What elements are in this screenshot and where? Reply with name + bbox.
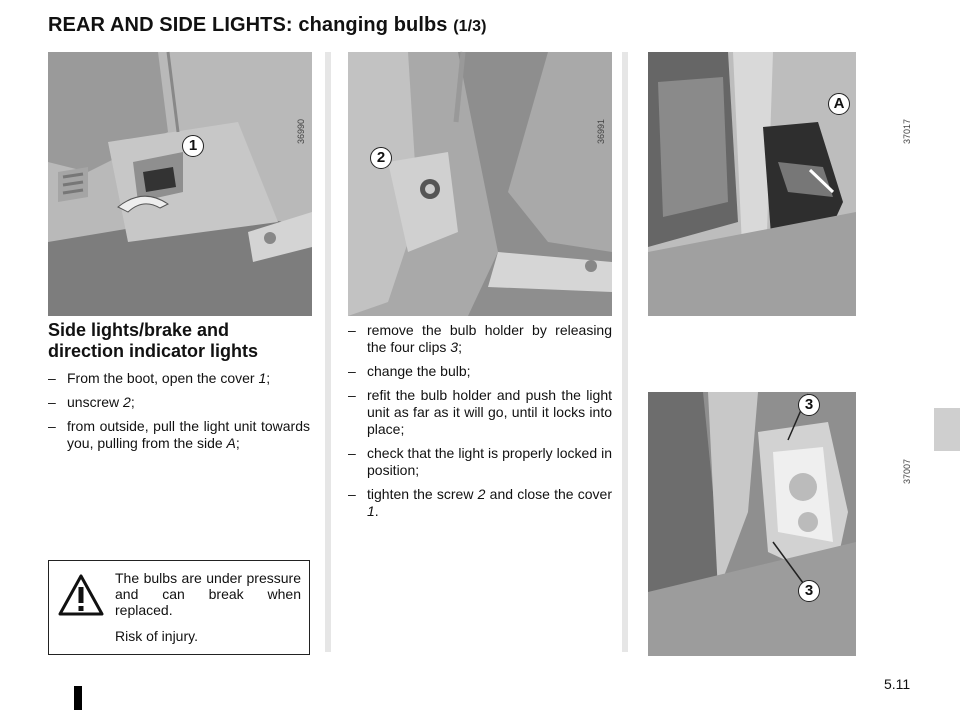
steps-list-right bbox=[348, 322, 612, 527]
page-part: (1/3) bbox=[453, 18, 487, 35]
warning-triangle-icon bbox=[58, 573, 104, 617]
list-item: – refit the bulb holder and push the light unit as far as it will go, until it locks into place; bbox=[348, 387, 612, 438]
section-heading: Side lights/brake and direction indicator lights bbox=[48, 320, 259, 361]
callout-label: A bbox=[828, 93, 850, 115]
list-item: – from outside, pull the light unit towards you, pulling from the side A; bbox=[48, 418, 310, 452]
photo-bulb-holder bbox=[648, 392, 912, 656]
list-item: – change the bulb; bbox=[348, 363, 612, 380]
list-item: – check that the light is properly locked in position; bbox=[348, 445, 612, 479]
page-number: 5.11 bbox=[884, 676, 911, 692]
section-tab bbox=[934, 408, 960, 451]
steps-list-left bbox=[48, 370, 310, 459]
photo-ref-number: 36991 bbox=[596, 118, 606, 144]
list-item: – tighten the screw 2 and close the cover 1. bbox=[348, 486, 612, 520]
warning-line: Risk of injury. bbox=[115, 628, 198, 644]
callout-label: 2 bbox=[370, 147, 392, 169]
callout-label: 3 bbox=[798, 394, 820, 416]
photo-boot-side-panel bbox=[348, 52, 612, 316]
photo-ref-number: 37017 bbox=[902, 118, 912, 144]
column-separator bbox=[325, 52, 331, 652]
callout-label: 1 bbox=[182, 135, 204, 157]
photo-ref-number: 36990 bbox=[296, 118, 306, 144]
photo-light-unit-removal bbox=[648, 52, 912, 316]
page-title: REAR AND SIDE LIGHTS: changing bulbs (1/3) bbox=[48, 14, 487, 36]
warning-line: The bulbs are under pressure and can break when replaced. bbox=[115, 570, 301, 618]
photo-boot-cover bbox=[48, 52, 312, 316]
warning-text bbox=[115, 570, 301, 654]
photo-ref-number: 37007 bbox=[902, 458, 912, 484]
page-edge-mark bbox=[74, 686, 82, 710]
column-separator bbox=[622, 52, 628, 652]
list-item: – From the boot, open the cover 1; bbox=[48, 370, 310, 387]
list-item: – unscrew 2; bbox=[48, 394, 310, 411]
callout-label: 3 bbox=[798, 580, 820, 602]
warning-box bbox=[48, 560, 310, 655]
list-item: – remove the bulb holder by releasing the four clips 3; bbox=[348, 322, 612, 356]
